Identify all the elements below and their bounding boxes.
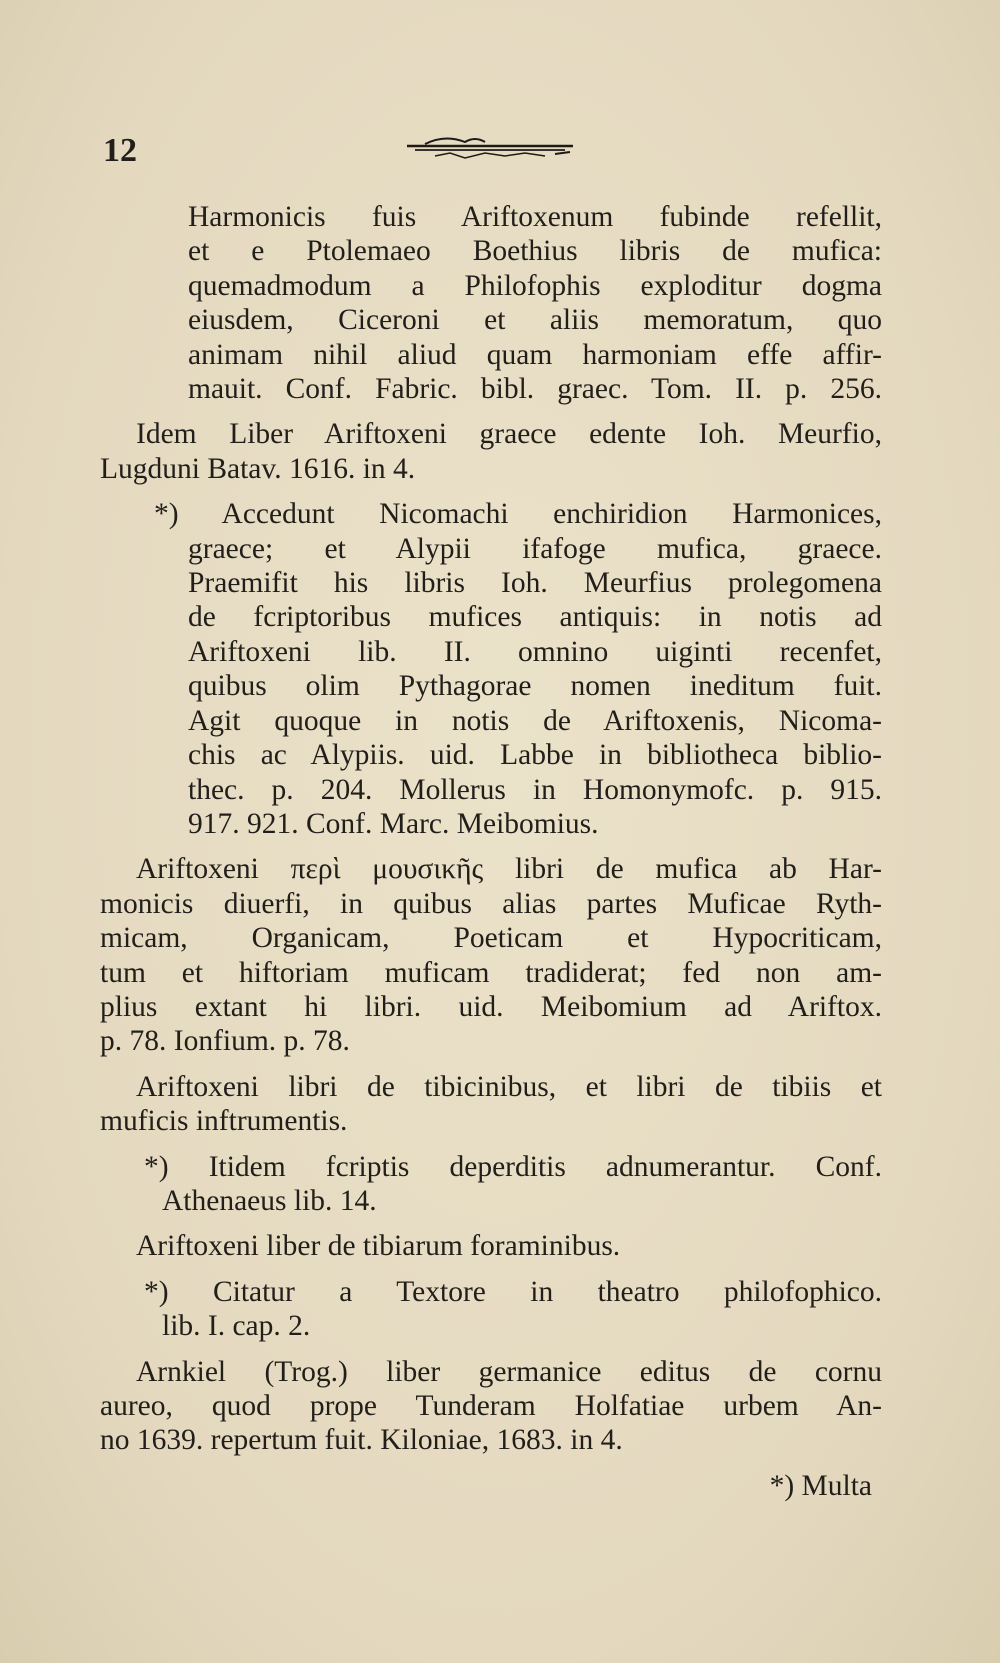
text-line: Praemifit his libris Ioh. Meurfius prolegomena [188,567,882,600]
text-line: 917. 921. Conf. Marc. Meibomius. [188,807,599,840]
text-line: Ariftoxeni lib. II. omnino uiginti recenfet, [188,635,882,668]
text-line: muficis inftrumentis. [100,1105,348,1138]
text-line: Idem Liber Ariftoxeni graece edente Ioh. Meurfio, [136,418,882,451]
text-line: chis ac Alypiis. uid. Labbe in bibliotheca biblio- [188,739,882,772]
text-line: quemadmodum a Philofophis exploditur dogma [188,269,882,302]
text-line: *) Citatur a Textore in theatro philofophico. [144,1275,882,1308]
text-line: p. 78. Ionfium. p. 78. [100,1025,350,1058]
text-line: tum et hiftoriam muficam tradiderat; fed non am- [100,956,882,989]
paragraph [100,417,882,486]
text-line: monicis diuerfi, in quibus alias partes Muficae Ryth- [100,887,882,920]
page-number: 12 [103,132,137,169]
printer-ornament-icon [405,134,575,168]
paragraph [100,1229,882,1263]
paragraph [100,200,882,406]
text-line: Arnkiel (Trog.) liber germanice editus de cornu [136,1355,882,1388]
paragraph [100,852,882,1058]
text-line: no 1639. repertum fuit. Kiloniae, 1683. in 4. [100,1424,623,1457]
text-line: thec. p. 204. Mollerus in Homonymofc. p. 915. [188,773,882,806]
text-line: Ariftoxeni περὶ μουσικῆς libri de mufica ab Har- [136,853,882,886]
text-line: micam, Organicam, Poeticam et Hypocriticam, [100,922,882,955]
text-line: lib. I. cap. 2. [162,1310,311,1343]
text-line: *) Accedunt Nicomachi enchiridion Harmonices, [154,498,882,531]
text-line: Ariftoxeni libri de tibicinibus, et libri de tibiis et [136,1070,882,1103]
catchword: *) Multa [769,1470,872,1502]
text-line: graece; et Alypii ifafoge mufica, graece. [188,532,882,565]
text-line: quibus olim Pythagorae nomen ineditum fuit. [188,670,882,703]
text-line: plius extant hi libri. uid. Meibomium ad Ariftox. [100,990,882,1023]
text-line: Harmonicis fuis Ariftoxenum fubinde refellit, [188,201,882,233]
paragraph [100,1355,882,1458]
text-line: eiusdem, Ciceroni et aliis memoratum, quo [188,304,882,337]
text-line: Athenaeus lib. 14. [162,1184,377,1217]
text-line: aureo, quod prope Tunderam Holfatiae urbem An- [100,1390,882,1422]
text-line: animam nihil aliud quam harmoniam effe affir- [188,338,882,371]
text-line: de fcriptoribus mufices antiquis: in notis ad [188,601,882,634]
text-line: Lugduni Batav. 1616. in 4. [100,452,416,485]
footnote-paragraph [100,497,882,841]
main-text [100,200,882,1469]
paragraph [100,1070,882,1139]
text-line: mauit. Conf. Fabric. bibl. graec. Tom. II. p. 256. [188,373,882,406]
text-line: Ariftoxeni liber de tibiarum foraminibus. [136,1230,621,1263]
text-line: *) Itidem fcriptis deperditis adnumerantur. Conf. [144,1150,882,1183]
text-line: et e Ptolemaeo Boethius libris de mufica: [188,235,882,268]
footnote-paragraph [100,1275,882,1344]
footnote-paragraph [100,1150,882,1219]
text-line: Agit quoque in notis de Ariftoxenis, Nicoma- [188,704,882,737]
